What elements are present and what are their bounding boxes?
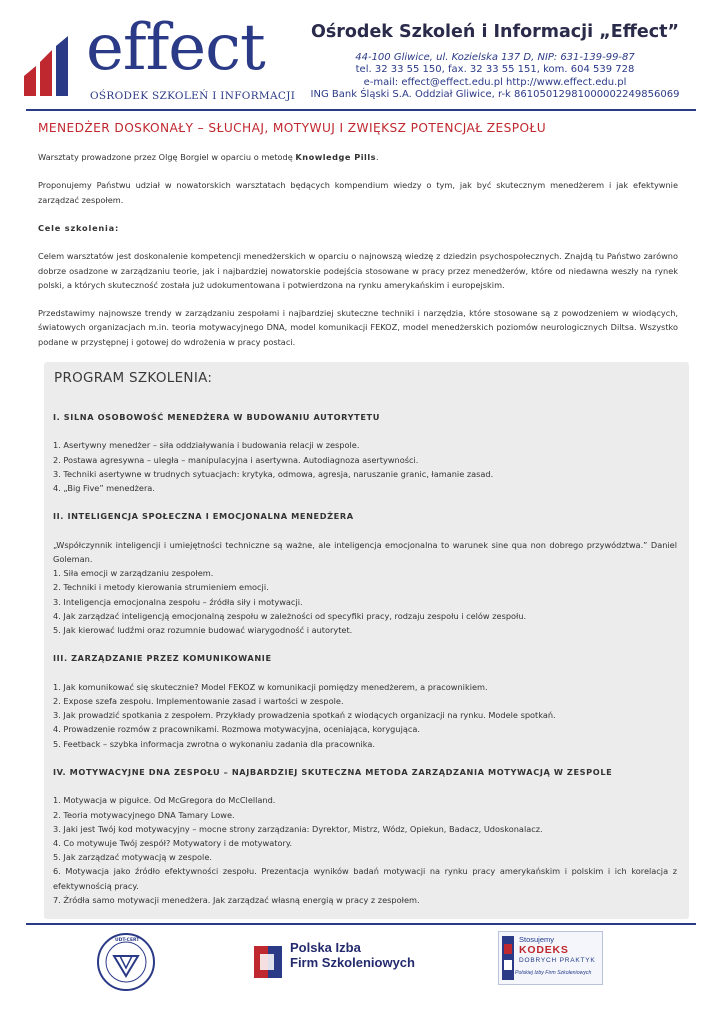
footer-logos [0,926,724,1024]
intro-section [38,150,678,363]
section-quote: „Współczynnik inteligencji i umiejętności techniczne są ważne, ale inteligencja emocjonalna to warunek sine qua non dobrego przywództwa.” Daniel Goleman. [53,539,677,564]
list-item: 2. Techniki i metody kierowania strumieniem emocji. [53,582,269,593]
goals-heading: Cele szkolenia: [38,222,120,233]
intro-paragraph-1: Warsztaty prowadzone przez Olgę Borgiel w oparciu o metodę Knowledge Pills. [38,152,379,162]
logo-bars-icon [22,36,86,96]
certification-seal-icon [96,932,156,992]
kodeks-line-1: Stosujemy [519,935,555,944]
program-box [44,362,689,919]
list-item: 5. Feetback – szybka informacja zwrotna o wykonaniu zadania dla pracownika. [53,738,375,749]
header-divider [26,109,696,111]
list-item: 1. Siła emocji w zarządzaniu zespołem. [53,568,214,579]
company-info [280,22,710,101]
section-heading: II. INTELIGENCJA SPOŁECZNA I EMOCJONALNA MENEDŻERA [53,511,354,522]
company-contact[interactable]: e-mail: effect@effect.edu.pl http://www.effect.edu.pl [363,76,627,88]
list-item: 5. Jak kierować ludźmi oraz rozumnie budować wiarygodność i autorytet. [53,625,353,635]
list-item: 1. Asertywny menedżer – siła oddziaływania i budowania relacji w zespole. [53,440,360,451]
list-item: 2. Postawa agresywna – uległa – manipulacyjna i asertywna. Autodiagnoza asertywności. [53,454,419,465]
logo-subtitle: OŚRODEK SZKOLEŃ I INFORMACJI [90,90,296,102]
list-item: 3. Jaki jest Twój kod motywacyjny – mocne strony zarządzania: Dyrektor, Mistrz, Wódz, Opiekun, Badacz, Udoskonalacz. [53,823,543,834]
list-item: 3. Inteligencja emocjonalna zespołu – źródła siły i motywacji. [53,596,303,607]
document-title: MENEDŻER DOSKONAŁY – SŁUCHAJ, MOTYWUJ I ZWIĘKSZ POTENCJAŁ ZESPOŁU [38,121,547,135]
kodeks-badge [498,931,603,985]
program-title: PROGRAM SZKOLENIA: [54,370,213,386]
intro-paragraph-2: Proponujemy Państwu udział w nowatorskich warsztatach będących kompendium wiedzy o tym, jak być skutecznym menedżerem i jak efektywnie zarządzać zespołem. [38,180,678,205]
letterhead [0,0,724,112]
list-item: 2. Expose szefa zespołu. Implementowanie zasad i wartości w zespole. [53,695,344,706]
seal-text: UDT-CERT [115,938,140,943]
section-heading: III. ZARZĄDZANIE PRZEZ KOMUNIKOWANIE [53,653,272,664]
list-item: 1. Jak komunikować się skutecznie? Model FEKOZ w komunikacji pomiędzy menedżerem, a pracownikiem. [53,681,488,692]
logo-wordmark: effect [86,11,265,85]
list-item: 3. Techniki asertywne w trudnych sytuacjach: krytyka, odmowa, agresja, naruszanie granic, łamanie zasad. [53,468,494,479]
list-item: 1. Motywacja w pigułce. Od McGregora do McClelland. [53,795,276,806]
company-name: Ośrodek Szkoleń i Informacji „Effect” [310,22,680,42]
list-item: 2. Teoria motywacyjnego DNA Tamary Lowe. [53,809,235,820]
method-name: Knowledge Pills [295,152,377,162]
pifs-logo [252,938,422,986]
kodeks-flag-icon [502,936,514,980]
company-address: 44-100 Gliwice, ul. Kozielska 137 D, NIP: 631-139-99-87 [355,52,635,63]
list-item: 4. Co motywuje Twój zespół? Motywatory i de motywatory. [53,837,293,848]
intro-paragraph-4: Przedstawimy najnowsze trendy w zarządzaniu zespołami i najbardziej skuteczne techniki i narzędzia, które stosowane są z powodzeniem w wiodących, światowych organizacjach m.in. teoria motywacyjnego DNA, model komunikacji FEKOZ, model menedżerskich poziomów neurologicznych Diltsa. Wszystko podane w przystępnej i gotowej do wdrożenia w pracy postaci. [38,308,678,347]
list-item: 4. Prowadzenie rozmów z pracownikami. Rozmowa motywacyjna, oceniająca, korygująca. [53,724,420,735]
list-item: 7. Źródła samo motywacji menedżera. Jak zarządzać własną energią w pracy z zespołem. [53,894,420,905]
company-bank: ING Bank Śląski S.A. Oddział Gliwice, r-k 86105012981000002249856069 [310,88,680,100]
kodeks-line-3: DOBRYCH PRAKTYK [519,957,596,964]
pifs-emblem-icon [252,942,286,982]
pifs-line-2: Firm Szkoleniowych [290,955,415,970]
effect-logo [22,11,296,108]
list-item: 4. „Big Five” menedżera. [53,483,155,493]
list-item: 6. Motywacja jako źródło efektywności zespołu. Prezentacja wyników badań motywacji na rynku pracy amerykańskim i polskim i ich korelacja z efektywnością pracy. [53,866,677,891]
pifs-line-1: Polska Izba [290,940,361,955]
kodeks-line-2: KODEKS [519,944,569,956]
section-heading: I. SILNA OSOBOWOŚĆ MENEDŻERA W BUDOWANIU AUTORYTETU [53,412,380,422]
section-heading: IV. MOTYWACYJNE DNA ZESPOŁU – NAJBARDZIEJ SKUTECZNA METODA ZARZĄDZANIA MOTYWACJĄ W ZESPOLE [53,766,613,777]
footer-divider [26,923,696,925]
list-item: 5. Jak zarządzać motywacją w zespole. [53,852,212,863]
list-item: 3. Jak prowadzić spotkania z zespołem. Przykłady prowadzenia spotkań z wiodących organizacji na rynku. Modele spotkań. [53,710,556,721]
list-item: 4. Jak zarządzać inteligencją emocjonalną zespołu w zależności od specyfiki pracy, rodzaju zespołu i celów zespołu. [53,610,527,621]
intro-paragraph-3: Celem warsztatów jest doskonalenie kompetencji menedżerskich w oparciu o najnowszą wiedzę z dziedzin psychospołecznych. Znajdą tu Państwo zarówno dobrze osadzone w zarządzaniu teorie, jak i najbardziej nowatorskie podejścia stosowane w pracy przez menedżerów, które od niedawna weszły na rynek polski, a których skuteczność została już udokumentowana i potwierdzona na rynku amerykańskim i europejskim. [38,251,678,290]
company-phones: tel. 32 33 55 150, fax. 32 33 55 151, kom. 604 539 728 [355,64,635,76]
kodeks-line-4: Polskiej Izby Firm Szkoleniowych [515,970,592,976]
